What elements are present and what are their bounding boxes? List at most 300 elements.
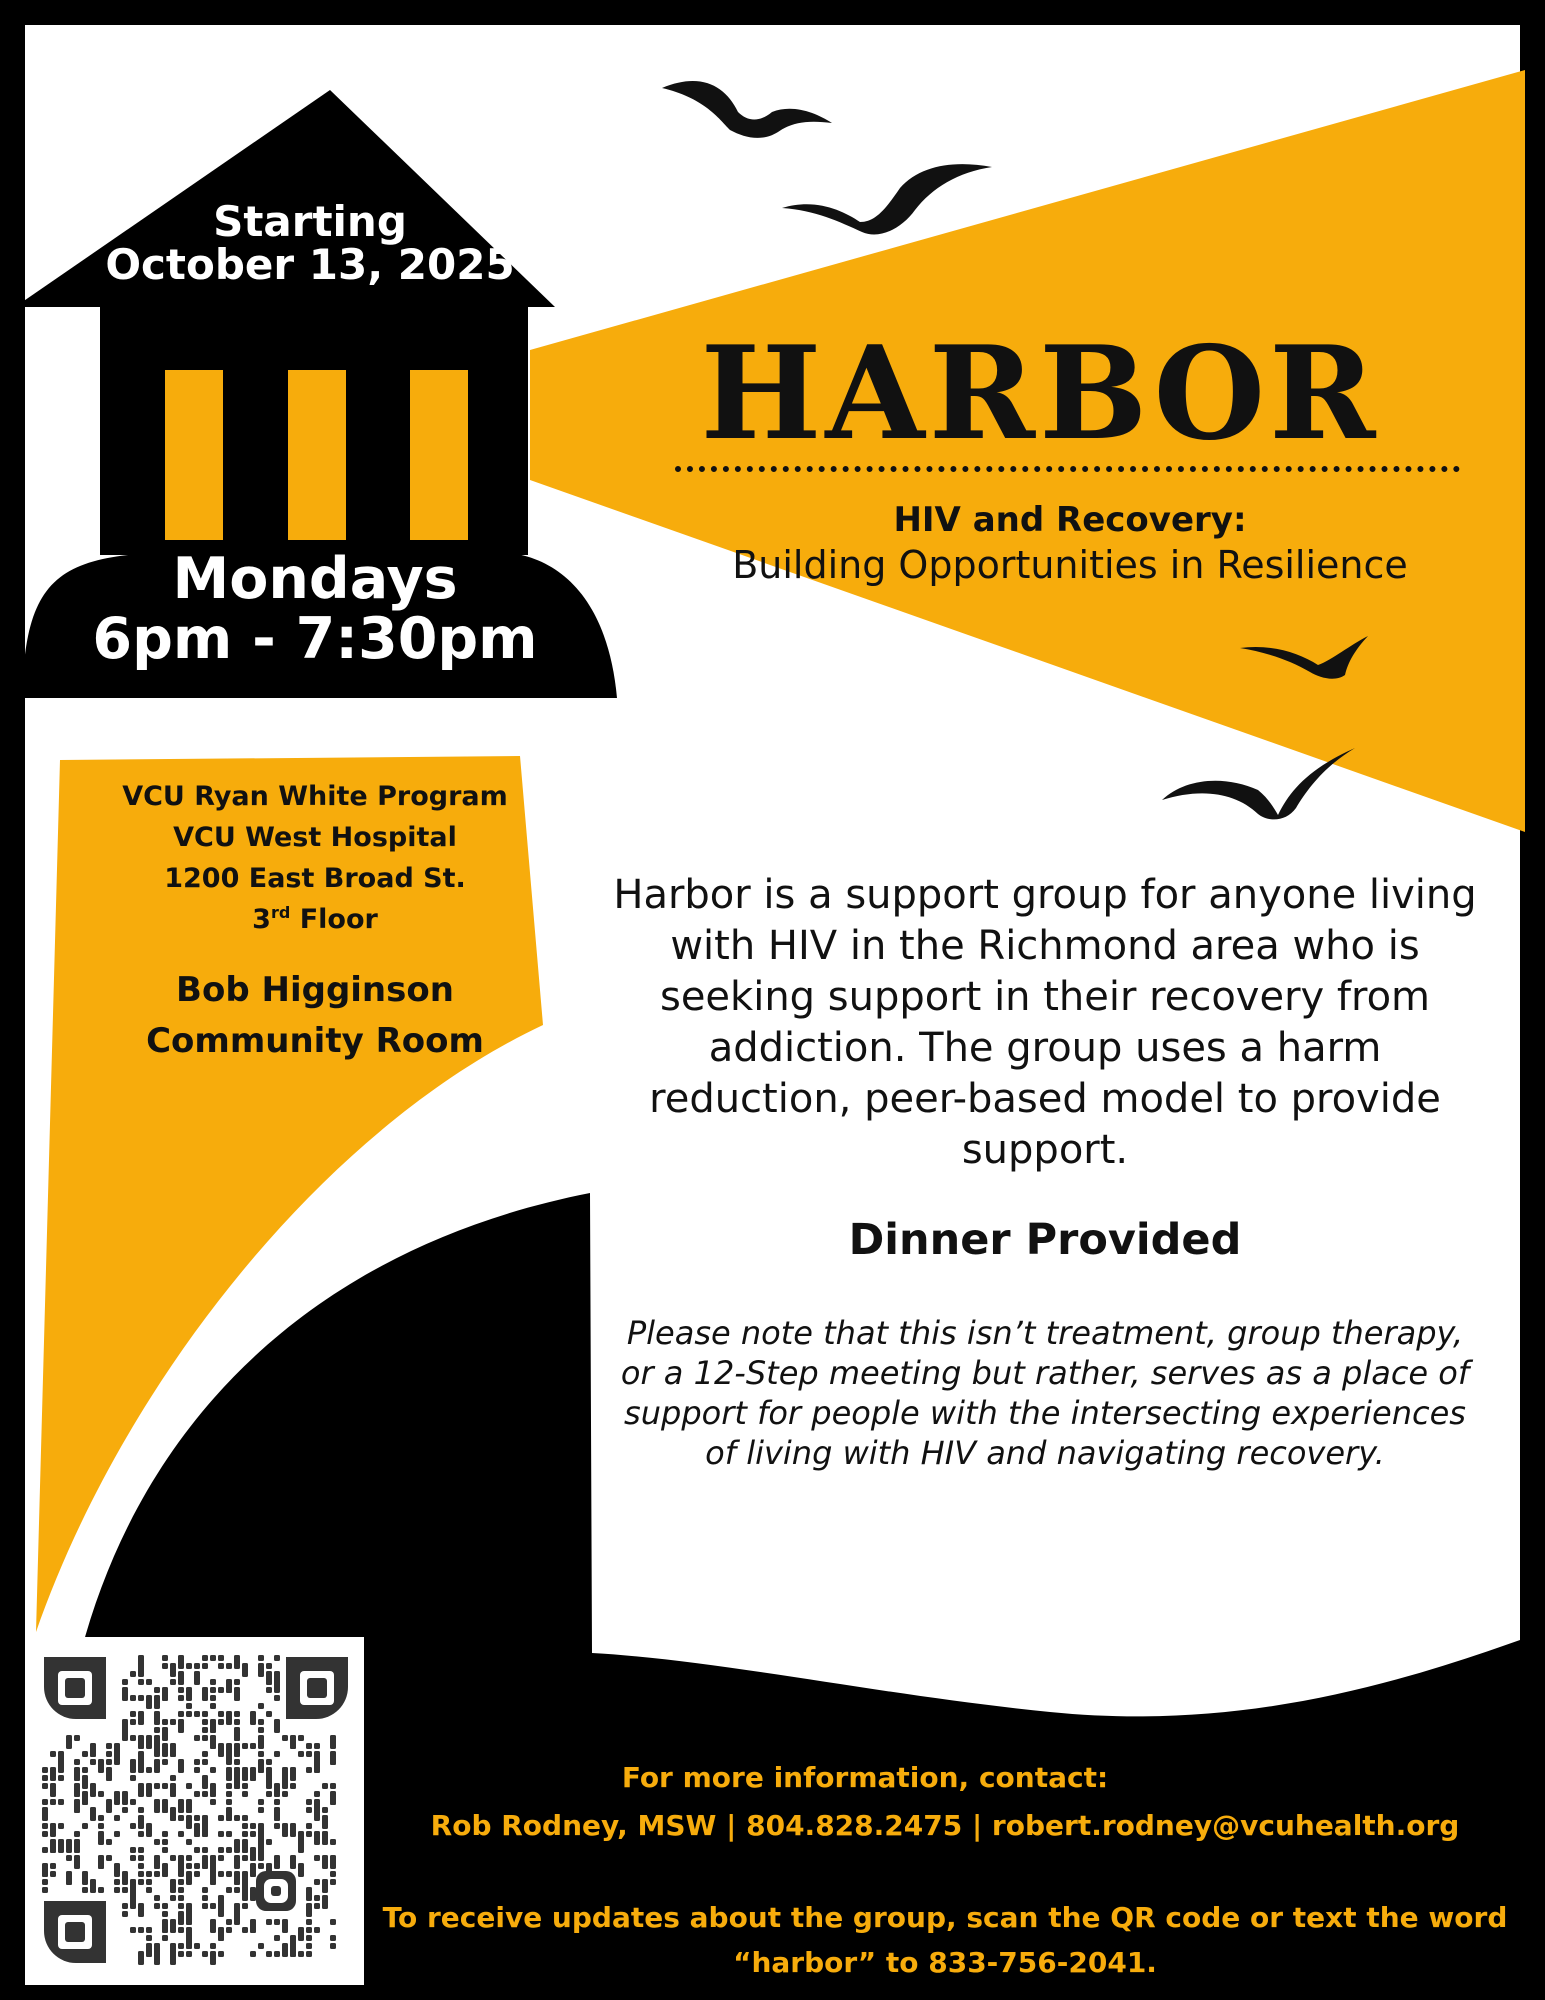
qr-module	[186, 1871, 192, 1885]
qr-module	[50, 1799, 56, 1805]
qr-module	[258, 1735, 264, 1749]
qr-module	[306, 1903, 312, 1917]
qr-module	[186, 1703, 192, 1709]
title-divider	[675, 466, 1460, 482]
qr-module	[218, 1935, 224, 1941]
qr-module	[266, 1663, 272, 1669]
qr-module	[162, 1783, 168, 1789]
qr-module	[210, 1767, 216, 1773]
qr-module	[202, 1711, 208, 1717]
qr-module	[234, 1887, 240, 1893]
qr-module	[58, 1839, 64, 1853]
qr-module	[146, 1887, 152, 1893]
qr-module	[314, 1895, 320, 1901]
qr-module	[82, 1767, 88, 1773]
qr-module	[74, 1759, 80, 1765]
qr-module	[226, 1831, 232, 1837]
qr-module	[178, 1951, 184, 1957]
qr-module	[218, 1951, 224, 1957]
qr-module	[258, 1751, 264, 1757]
qr-module	[218, 1855, 224, 1861]
qr-module	[74, 1855, 80, 1869]
qr-module	[138, 1951, 144, 1965]
qr-module	[178, 1671, 184, 1685]
qr-module	[82, 1775, 88, 1789]
qr-module	[218, 1871, 224, 1877]
qr-module	[170, 1719, 176, 1725]
qr-module	[162, 1727, 168, 1741]
start-date	[60, 197, 560, 290]
qr-module	[154, 1839, 160, 1845]
qr-module	[242, 1903, 248, 1909]
qr-module	[178, 1687, 184, 1693]
qr-module	[330, 1783, 336, 1789]
subtitle-secondary: Building Opportunities in Resilience	[732, 543, 1408, 587]
qr-module	[266, 1919, 272, 1925]
qr-module	[138, 1679, 144, 1685]
location-address	[100, 776, 530, 940]
qr-module	[122, 1903, 128, 1909]
qr-module	[234, 1655, 240, 1669]
qr-module	[242, 1823, 248, 1829]
qr-module	[178, 1879, 184, 1885]
qr-module	[122, 1887, 128, 1893]
qr-module	[130, 1775, 136, 1781]
qr-module	[114, 1831, 120, 1837]
qr-module	[314, 1855, 320, 1861]
qr-module	[234, 1839, 240, 1853]
qr-module	[162, 1935, 168, 1941]
qr-module	[98, 1887, 104, 1893]
start-date-value: October 13, 2025	[105, 240, 515, 290]
qr-module	[210, 1695, 216, 1701]
qr-module	[274, 1855, 280, 1869]
qr-module	[130, 1711, 136, 1717]
qr-module	[178, 1695, 184, 1701]
qr-module	[274, 1751, 280, 1757]
qr-module	[282, 1919, 288, 1933]
qr-module	[226, 1687, 232, 1693]
qr-module	[146, 1823, 152, 1837]
qr-module	[250, 1855, 256, 1861]
qr-module	[274, 1799, 280, 1805]
meeting-day: Mondays	[172, 546, 458, 612]
qr-module	[290, 1783, 296, 1789]
qr-module	[306, 1919, 312, 1925]
qr-module	[314, 1767, 320, 1773]
qr-module	[42, 1807, 48, 1821]
qr-module	[162, 1759, 168, 1765]
qr-module	[266, 1711, 272, 1717]
qr-module	[186, 1711, 192, 1717]
qr-module	[226, 1767, 232, 1781]
qr-module	[138, 1831, 144, 1837]
qr-module	[226, 1919, 232, 1925]
qr-module	[258, 1703, 264, 1709]
qr-module	[274, 1695, 280, 1701]
qr-module	[98, 1759, 104, 1773]
qr-module	[306, 1823, 312, 1829]
location-hospital: VCU West Hospital	[173, 822, 457, 853]
qr-module	[178, 1759, 184, 1773]
qr-module	[258, 1663, 264, 1677]
room-name-line2: Community Room	[146, 1021, 484, 1061]
qr-module	[266, 1791, 272, 1797]
qr-finder-top-right	[286, 1657, 348, 1719]
qr-module	[274, 1655, 280, 1661]
qr-module	[202, 1847, 208, 1853]
qr-module	[74, 1775, 80, 1781]
qr-module	[130, 1735, 136, 1741]
qr-module	[314, 1807, 320, 1821]
qr-module	[226, 1783, 232, 1789]
qr-module	[210, 1951, 216, 1965]
qr-module	[146, 1935, 152, 1941]
qr-module	[210, 1799, 216, 1805]
qr-module	[330, 1935, 336, 1941]
qr-module	[202, 1719, 208, 1725]
qr-module	[218, 1743, 224, 1757]
qr-module	[66, 1735, 72, 1749]
qr-module	[258, 1807, 264, 1813]
subtitle-primary: HIV and Recovery:	[893, 500, 1247, 540]
qr-module	[266, 1759, 272, 1765]
qr-module	[218, 1711, 224, 1717]
qr-module	[170, 1663, 176, 1677]
qr-module	[162, 1911, 168, 1917]
qr-module	[322, 1783, 328, 1789]
qr-module	[74, 1807, 80, 1813]
qr-module	[202, 1951, 208, 1957]
qr-module	[330, 1735, 336, 1749]
qr-module	[162, 1695, 168, 1701]
qr-module	[130, 1823, 136, 1829]
disclaimer-note: Please note that this isn’t treatment, group therapy, or a 12-Step meeting but rather, serves as a place of support for people with the intersecting experiences of living with HIV and navigating recovery.	[620, 1314, 1470, 1472]
qr-module	[306, 1743, 312, 1749]
qr-module	[178, 1719, 184, 1733]
qr-module	[130, 1759, 136, 1773]
qr-module	[274, 1935, 280, 1941]
lantern-window-1	[165, 370, 223, 540]
qr-module	[42, 1879, 48, 1885]
qr-module	[42, 1767, 48, 1773]
qr-module	[90, 1759, 96, 1765]
qr-module	[122, 1687, 128, 1701]
qr-module	[330, 1759, 336, 1765]
qr-module	[242, 1663, 248, 1677]
qr-module	[322, 1895, 328, 1909]
qr-module	[258, 1943, 264, 1949]
qr-module	[162, 1903, 168, 1909]
qr-module	[306, 1935, 312, 1941]
qr-module	[282, 1791, 288, 1797]
qr-module	[282, 1823, 288, 1837]
qr-module	[138, 1815, 144, 1829]
qr-module	[58, 1799, 64, 1805]
qr-module	[202, 1791, 208, 1797]
qr-module	[162, 1807, 168, 1813]
qr-module	[130, 1855, 136, 1861]
qr-module	[226, 1791, 232, 1797]
qr-module	[298, 1751, 304, 1757]
qr-module	[258, 1719, 264, 1725]
qr-module	[138, 1927, 144, 1933]
qr-module	[154, 1695, 160, 1709]
qr-module	[58, 1823, 64, 1829]
qr-module	[210, 1791, 216, 1797]
qr-module	[258, 1799, 264, 1805]
updates-info	[370, 1895, 1520, 1985]
qr-module	[74, 1735, 80, 1741]
qr-module	[290, 1743, 296, 1749]
qr-module	[154, 1871, 160, 1877]
qr-module	[106, 1839, 112, 1845]
qr-module	[186, 1943, 192, 1949]
qr-module	[314, 1903, 320, 1909]
qr-module	[314, 1879, 320, 1885]
qr-module	[202, 1863, 208, 1869]
start-label: Starting	[213, 197, 407, 246]
qr-module	[50, 1847, 56, 1853]
qr-module	[226, 1815, 232, 1821]
qr-module	[226, 1663, 232, 1669]
qr-module	[98, 1823, 104, 1829]
qr-module	[138, 1783, 144, 1797]
qr-module	[322, 1855, 328, 1869]
qr-module	[58, 1775, 64, 1781]
qr-module	[122, 1871, 128, 1885]
qr-module	[178, 1903, 184, 1909]
qr-code-pattern	[28, 1637, 364, 1985]
qr-module	[154, 1743, 160, 1757]
qr-module	[298, 1839, 304, 1853]
qr-module	[330, 1879, 336, 1885]
qr-module	[106, 1855, 112, 1861]
qr-module	[66, 1855, 72, 1861]
qr-module	[202, 1751, 208, 1757]
qr-module	[170, 1895, 176, 1901]
qr-finder-top-left	[44, 1657, 106, 1719]
qr-module	[330, 1871, 336, 1877]
location-street: 1200 East Broad St.	[164, 863, 466, 894]
qr-module	[114, 1815, 120, 1821]
qr-module	[218, 1719, 224, 1725]
qr-module	[250, 1871, 256, 1877]
qr-module	[170, 1791, 176, 1797]
qr-module	[178, 1927, 184, 1933]
qr-module	[106, 1775, 112, 1781]
qr-module	[42, 1887, 48, 1893]
qr-module	[154, 1895, 160, 1901]
qr-module	[162, 1847, 168, 1853]
qr-module	[202, 1687, 208, 1701]
qr-module	[170, 1775, 176, 1781]
lantern-window-2	[288, 370, 346, 540]
qr-module	[266, 1775, 272, 1789]
qr-module	[234, 1687, 240, 1701]
qr-module	[138, 1863, 144, 1869]
qr-module	[266, 1679, 272, 1685]
qr-module	[122, 1679, 128, 1685]
qr-module	[42, 1783, 48, 1789]
qr-module	[242, 1887, 248, 1901]
qr-module	[258, 1863, 264, 1869]
qr-alignment-mark	[256, 1871, 296, 1911]
qr-module	[322, 1831, 328, 1845]
qr-module	[90, 1751, 96, 1757]
qr-module	[218, 1847, 224, 1853]
qr-module	[50, 1783, 56, 1797]
qr-module	[138, 1695, 144, 1701]
qr-module	[242, 1927, 248, 1933]
qr-module	[194, 1943, 200, 1949]
qr-module	[314, 1927, 320, 1933]
qr-module	[194, 1711, 200, 1717]
location-program: VCU Ryan White Program	[122, 781, 508, 812]
qr-module	[146, 1951, 152, 1957]
qr-module	[282, 1735, 288, 1741]
qr-module	[42, 1847, 48, 1853]
qr-module	[306, 1951, 312, 1957]
qr-module	[202, 1759, 208, 1765]
qr-module	[154, 1951, 160, 1965]
qr-module	[154, 1711, 160, 1725]
qr-module	[290, 1823, 296, 1837]
qr-module	[274, 1815, 280, 1821]
contact-heading: For more information, contact:	[621, 1761, 1109, 1794]
qr-module	[50, 1871, 56, 1877]
qr-module	[274, 1679, 280, 1693]
qr-module	[330, 1839, 336, 1845]
qr-module	[178, 1815, 184, 1821]
qr-module	[298, 1951, 304, 1957]
qr-module	[234, 1783, 240, 1789]
qr-module	[218, 1815, 224, 1821]
qr-module	[194, 1663, 200, 1669]
qr-module	[138, 1759, 144, 1773]
qr-module	[202, 1831, 208, 1837]
qr-module	[50, 1823, 56, 1837]
qr-module	[210, 1919, 216, 1933]
qr-module	[186, 1863, 192, 1869]
qr-code-icon[interactable]	[28, 1637, 364, 1985]
qr-module	[178, 1863, 184, 1877]
qr-module	[250, 1743, 256, 1749]
qr-module	[234, 1751, 240, 1757]
qr-module	[194, 1791, 200, 1797]
qr-module	[242, 1791, 248, 1797]
qr-module	[282, 1775, 288, 1789]
qr-module	[130, 1895, 136, 1909]
page-title: HARBOR	[700, 319, 1380, 469]
qr-module	[210, 1727, 216, 1733]
qr-module	[58, 1759, 64, 1773]
qr-module	[250, 1775, 256, 1781]
qr-module	[266, 1863, 272, 1877]
qr-module	[170, 1751, 176, 1757]
qr-finder-bottom-left	[44, 1901, 106, 1963]
qr-module	[178, 1943, 184, 1949]
qr-module	[274, 1919, 280, 1925]
qr-module	[194, 1871, 200, 1877]
qr-module	[218, 1903, 224, 1917]
qr-module	[162, 1839, 168, 1845]
qr-module	[314, 1743, 320, 1749]
qr-module	[250, 1711, 256, 1725]
qr-module	[250, 1927, 256, 1933]
qr-module	[250, 1831, 256, 1837]
qr-module	[226, 1799, 232, 1805]
qr-module	[178, 1799, 184, 1813]
qr-module	[146, 1767, 152, 1773]
qr-module	[122, 1807, 128, 1813]
qr-module	[218, 1655, 224, 1661]
qr-module	[74, 1791, 80, 1797]
qr-module	[154, 1687, 160, 1693]
qr-module	[82, 1823, 88, 1829]
qr-module	[162, 1871, 168, 1877]
qr-module	[82, 1799, 88, 1805]
qr-module	[194, 1863, 200, 1869]
qr-module	[42, 1775, 48, 1781]
qr-module	[50, 1863, 56, 1869]
qr-module	[170, 1855, 176, 1861]
qr-module	[234, 1711, 240, 1717]
qr-module	[170, 1879, 176, 1893]
qr-module	[138, 1743, 144, 1749]
qr-module	[250, 1887, 256, 1901]
qr-module	[170, 1679, 176, 1685]
qr-module	[234, 1735, 240, 1741]
qr-module	[274, 1719, 280, 1733]
qr-module	[162, 1655, 168, 1661]
qr-module	[290, 1855, 296, 1869]
qr-module	[130, 1799, 136, 1805]
qr-module	[90, 1879, 96, 1893]
qr-module	[306, 1767, 312, 1773]
qr-module	[98, 1831, 104, 1845]
qr-module	[330, 1943, 336, 1949]
qr-module	[178, 1895, 184, 1901]
qr-module	[202, 1735, 208, 1741]
qr-module	[130, 1847, 136, 1853]
qr-module	[314, 1791, 320, 1797]
qr-module	[82, 1871, 88, 1885]
qr-module	[226, 1847, 232, 1853]
contact-details: Rob Rodney, MSW | 804.828.2475 | robert.rodney@vcuhealth.org	[430, 1809, 1460, 1842]
qr-module	[170, 1815, 176, 1821]
qr-module	[218, 1831, 224, 1837]
qr-module	[306, 1831, 312, 1837]
qr-module	[74, 1831, 80, 1837]
qr-module	[186, 1839, 192, 1845]
qr-module	[202, 1895, 208, 1901]
qr-module	[242, 1767, 248, 1781]
qr-module	[154, 1903, 160, 1909]
qr-module	[234, 1855, 240, 1869]
qr-module	[186, 1815, 192, 1829]
qr-module	[194, 1831, 200, 1837]
qr-module	[298, 1863, 304, 1877]
qr-module	[266, 1687, 272, 1693]
qr-module	[42, 1871, 48, 1877]
qr-module	[162, 1743, 168, 1757]
qr-module	[138, 1711, 144, 1725]
qr-module	[162, 1927, 168, 1933]
qr-module	[162, 1663, 168, 1669]
qr-module	[322, 1807, 328, 1813]
qr-module	[322, 1815, 328, 1829]
